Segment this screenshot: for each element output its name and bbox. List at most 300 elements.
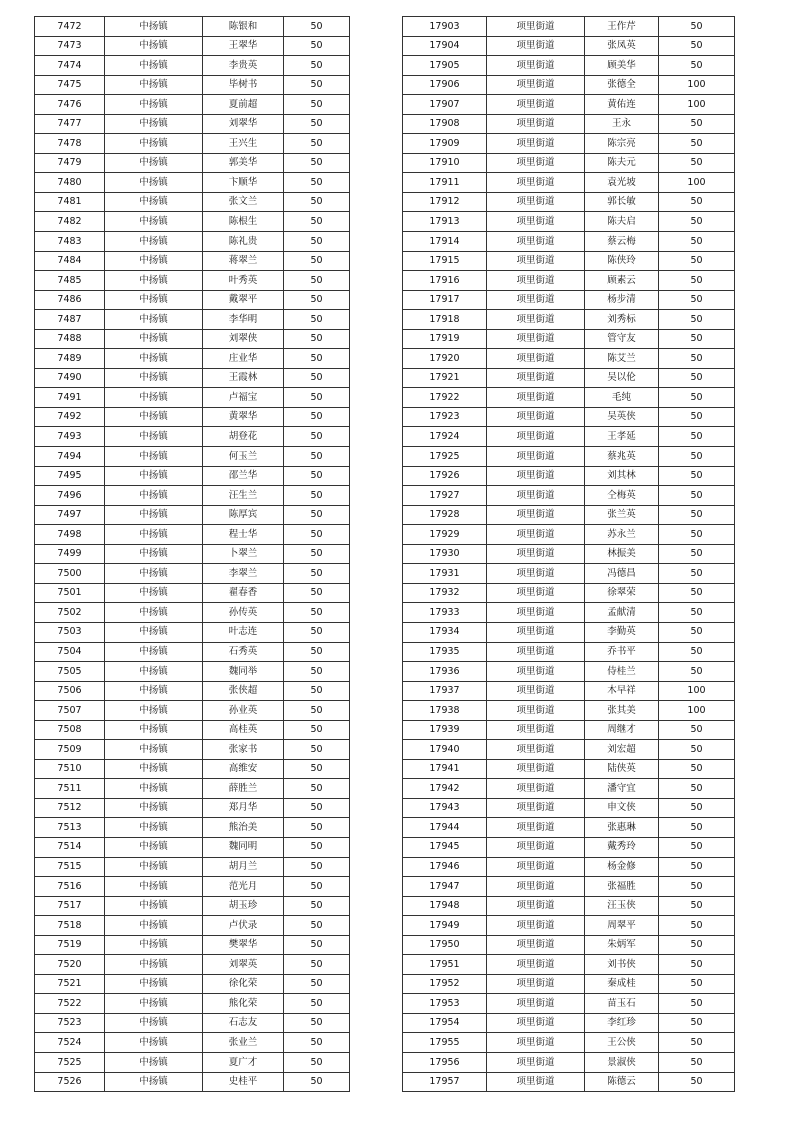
serial-number-cell: 7496 [35,486,105,506]
serial-number-cell: 7508 [35,720,105,740]
name-cell: 汪生兰 [203,486,284,506]
amount-cell: 50 [659,857,735,877]
table-row [403,447,735,467]
name-cell: 陈夫元 [585,153,659,173]
township-cell: 项里街道 [487,251,585,271]
township-cell: 项里街道 [487,134,585,154]
name-cell: 秦成桂 [585,974,659,994]
table-row [403,153,735,173]
table-row [403,310,735,330]
name-cell: 郭长敏 [585,192,659,212]
table-row [403,681,735,701]
name-cell: 魏同明 [203,837,284,857]
table-row [35,935,350,955]
township-cell: 项里街道 [487,701,585,721]
name-cell: 黄翠华 [203,407,284,427]
serial-number-cell: 7505 [35,662,105,682]
township-cell: 项里街道 [487,662,585,682]
amount-cell: 50 [659,349,735,369]
table-row [35,153,350,173]
table-row [35,486,350,506]
serial-number-cell: 7494 [35,447,105,467]
serial-number-cell: 17911 [403,173,487,193]
table-row [35,310,350,330]
amount-cell: 50 [659,407,735,427]
amount-cell: 50 [284,1052,350,1072]
serial-number-cell: 7522 [35,994,105,1014]
serial-number-cell: 17914 [403,232,487,252]
table-row [403,36,735,56]
name-cell: 王霞林 [203,368,284,388]
name-cell: 程士华 [203,525,284,545]
township-cell: 项里街道 [487,427,585,447]
name-cell: 李贵英 [203,56,284,76]
serial-number-cell: 7474 [35,56,105,76]
amount-cell: 50 [659,368,735,388]
serial-number-cell: 17905 [403,56,487,76]
amount-cell: 50 [659,232,735,252]
table-row [403,583,735,603]
name-cell: 刘书侠 [585,955,659,975]
name-cell: 乔书平 [585,642,659,662]
serial-number-cell: 7473 [35,36,105,56]
table-row [35,290,350,310]
township-cell: 项里街道 [487,564,585,584]
amount-cell: 50 [284,466,350,486]
township-cell: 项里街道 [487,681,585,701]
table-row [35,17,350,37]
table-row [403,95,735,115]
township-cell: 项里街道 [487,36,585,56]
township-cell: 中扬镇 [105,798,203,818]
township-cell: 项里街道 [487,95,585,115]
township-cell: 项里街道 [487,271,585,291]
name-cell: 叶志连 [203,622,284,642]
township-cell: 中扬镇 [105,486,203,506]
table-row [403,779,735,799]
township-cell: 中扬镇 [105,603,203,623]
table-row [403,564,735,584]
table-row [35,857,350,877]
serial-number-cell: 17936 [403,662,487,682]
serial-number-cell: 17932 [403,583,487,603]
township-cell: 项里街道 [487,603,585,623]
name-cell: 潘守宜 [585,779,659,799]
name-cell: 陈厚宾 [203,505,284,525]
township-cell: 项里街道 [487,1013,585,1033]
table-row [403,701,735,721]
table-row [35,1052,350,1072]
table-row [403,368,735,388]
township-cell: 中扬镇 [105,388,203,408]
name-cell: 石秀英 [203,642,284,662]
name-cell: 高维安 [203,759,284,779]
serial-number-cell: 17904 [403,36,487,56]
name-cell: 夏广才 [203,1052,284,1072]
township-cell: 项里街道 [487,290,585,310]
amount-cell: 50 [659,994,735,1014]
serial-number-cell: 17952 [403,974,487,994]
name-cell: 魏同举 [203,662,284,682]
amount-cell: 50 [659,642,735,662]
table-row [403,857,735,877]
township-cell: 项里街道 [487,994,585,1014]
amount-cell: 50 [659,486,735,506]
amount-cell: 50 [659,603,735,623]
serial-number-cell: 7478 [35,134,105,154]
amount-cell: 50 [659,974,735,994]
serial-number-cell: 17934 [403,622,487,642]
name-cell: 袁光坡 [585,173,659,193]
table-row [35,798,350,818]
serial-number-cell: 7479 [35,153,105,173]
table-row [403,486,735,506]
township-cell: 中扬镇 [105,896,203,916]
serial-number-cell: 7487 [35,310,105,330]
township-cell: 中扬镇 [105,447,203,467]
township-cell: 中扬镇 [105,837,203,857]
serial-number-cell: 17950 [403,935,487,955]
table-row [35,368,350,388]
table-row [403,544,735,564]
name-cell: 胡月兰 [203,857,284,877]
serial-number-cell: 7524 [35,1033,105,1053]
township-cell: 中扬镇 [105,17,203,37]
amount-cell: 50 [659,388,735,408]
right-table [402,16,735,1092]
serial-number-cell: 17903 [403,17,487,37]
amount-cell: 50 [284,994,350,1014]
table-row [35,466,350,486]
table-row [35,896,350,916]
table-row [403,662,735,682]
amount-cell: 50 [659,896,735,916]
name-cell: 张业兰 [203,1033,284,1053]
township-cell: 中扬镇 [105,583,203,603]
township-cell: 中扬镇 [105,368,203,388]
serial-number-cell: 17910 [403,153,487,173]
amount-cell: 50 [284,974,350,994]
table-row [403,290,735,310]
table-row [403,877,735,897]
serial-number-cell: 17917 [403,290,487,310]
township-cell: 中扬镇 [105,271,203,291]
table-row [403,974,735,994]
township-cell: 中扬镇 [105,877,203,897]
name-cell: 徐翠荣 [585,583,659,603]
township-cell: 项里街道 [487,349,585,369]
table-row [35,622,350,642]
township-cell: 项里街道 [487,447,585,467]
serial-number-cell: 7477 [35,114,105,134]
amount-cell: 50 [284,192,350,212]
table-row [403,896,735,916]
name-cell: 陆侠英 [585,759,659,779]
serial-number-cell: 17942 [403,779,487,799]
amount-cell: 50 [659,192,735,212]
serial-number-cell: 17938 [403,701,487,721]
amount-cell: 50 [284,681,350,701]
township-cell: 项里街道 [487,544,585,564]
amount-cell: 50 [659,17,735,37]
amount-cell: 50 [284,114,350,134]
right-table-body [403,17,735,1092]
amount-cell: 50 [659,740,735,760]
township-cell: 项里街道 [487,525,585,545]
table-row [35,251,350,271]
amount-cell: 50 [659,329,735,349]
table-row [403,1052,735,1072]
amount-cell: 50 [284,95,350,115]
township-cell: 中扬镇 [105,407,203,427]
serial-number-cell: 7515 [35,857,105,877]
name-cell: 庄业华 [203,349,284,369]
table-row [35,583,350,603]
table-row [403,251,735,271]
amount-cell: 50 [659,622,735,642]
township-cell: 项里街道 [487,310,585,330]
amount-cell: 50 [284,310,350,330]
table-row [35,192,350,212]
serial-number-cell: 7499 [35,544,105,564]
serial-number-cell: 17930 [403,544,487,564]
serial-number-cell: 7488 [35,329,105,349]
table-row [403,837,735,857]
amount-cell: 50 [284,1013,350,1033]
serial-number-cell: 7521 [35,974,105,994]
table-row [35,75,350,95]
table-row [35,525,350,545]
amount-cell: 50 [284,427,350,447]
amount-cell: 50 [659,916,735,936]
amount-cell: 50 [659,251,735,271]
township-cell: 项里街道 [487,622,585,642]
amount-cell: 50 [659,212,735,232]
name-cell: 王永 [585,114,659,134]
township-cell: 中扬镇 [105,505,203,525]
serial-number-cell: 17951 [403,955,487,975]
table-row [35,603,350,623]
serial-number-cell: 17908 [403,114,487,134]
serial-number-cell: 7514 [35,837,105,857]
table-row [403,427,735,447]
serial-number-cell: 17945 [403,837,487,857]
amount-cell: 100 [659,95,735,115]
serial-number-cell: 7481 [35,192,105,212]
amount-cell: 50 [284,720,350,740]
name-cell: 蒋翠兰 [203,251,284,271]
table-row [35,681,350,701]
name-cell: 樊翠华 [203,935,284,955]
township-cell: 中扬镇 [105,290,203,310]
name-cell: 张家书 [203,740,284,760]
amount-cell: 50 [659,427,735,447]
table-row [403,1072,735,1092]
amount-cell: 50 [659,271,735,291]
table-row [35,544,350,564]
amount-cell: 50 [659,779,735,799]
amount-cell: 50 [284,290,350,310]
amount-cell: 50 [659,544,735,564]
table-row [403,134,735,154]
amount-cell: 50 [284,36,350,56]
name-cell: 李华明 [203,310,284,330]
table-row [35,212,350,232]
table-row [403,994,735,1014]
name-cell: 陈夫启 [585,212,659,232]
name-cell: 张文兰 [203,192,284,212]
township-cell: 项里街道 [487,173,585,193]
township-cell: 中扬镇 [105,622,203,642]
name-cell: 史桂平 [203,1072,284,1092]
amount-cell: 50 [659,153,735,173]
township-cell: 项里街道 [487,329,585,349]
table-row [35,759,350,779]
amount-cell: 50 [284,505,350,525]
amount-cell: 50 [284,251,350,271]
table-row [35,1072,350,1092]
amount-cell: 50 [659,759,735,779]
township-cell: 中扬镇 [105,153,203,173]
name-cell: 陈银和 [203,17,284,37]
table-row [403,603,735,623]
township-cell: 中扬镇 [105,974,203,994]
township-cell: 中扬镇 [105,95,203,115]
name-cell: 蔡兆英 [585,447,659,467]
name-cell: 夏前超 [203,95,284,115]
name-cell: 杨金修 [585,857,659,877]
name-cell: 卞顺华 [203,173,284,193]
name-cell: 高桂英 [203,720,284,740]
name-cell: 刘秀标 [585,310,659,330]
table-row [403,1013,735,1033]
amount-cell: 50 [284,75,350,95]
township-cell: 中扬镇 [105,134,203,154]
serial-number-cell: 17944 [403,818,487,838]
amount-cell: 50 [659,505,735,525]
serial-number-cell: 17931 [403,564,487,584]
serial-number-cell: 7489 [35,349,105,369]
township-cell: 中扬镇 [105,36,203,56]
serial-number-cell: 17937 [403,681,487,701]
township-cell: 项里街道 [487,896,585,916]
table-row [35,505,350,525]
name-cell: 王作芹 [585,17,659,37]
township-cell: 项里街道 [487,192,585,212]
amount-cell: 50 [284,916,350,936]
township-cell: 项里街道 [487,1072,585,1092]
township-cell: 中扬镇 [105,525,203,545]
township-cell: 中扬镇 [105,779,203,799]
township-cell: 中扬镇 [105,857,203,877]
name-cell: 张其美 [585,701,659,721]
township-cell: 中扬镇 [105,818,203,838]
township-cell: 中扬镇 [105,662,203,682]
amount-cell: 50 [284,388,350,408]
table-row [403,407,735,427]
table-row [403,388,735,408]
name-cell: 张侠超 [203,681,284,701]
amount-cell: 50 [284,447,350,467]
name-cell: 顾美华 [585,56,659,76]
amount-cell: 50 [284,603,350,623]
name-cell: 黄佑连 [585,95,659,115]
name-cell: 张惠琳 [585,818,659,838]
table-row [403,505,735,525]
table-row [35,95,350,115]
township-cell: 项里街道 [487,368,585,388]
township-cell: 项里街道 [487,759,585,779]
serial-number-cell: 7516 [35,877,105,897]
serial-number-cell: 7476 [35,95,105,115]
name-cell: 李勤英 [585,622,659,642]
table-row [403,935,735,955]
serial-number-cell: 7480 [35,173,105,193]
name-cell: 林振美 [585,544,659,564]
amount-cell: 100 [659,173,735,193]
amount-cell: 50 [284,486,350,506]
name-cell: 周翠平 [585,916,659,936]
amount-cell: 50 [284,17,350,37]
township-cell: 项里街道 [487,877,585,897]
amount-cell: 100 [659,75,735,95]
table-row [403,642,735,662]
amount-cell: 50 [659,1072,735,1092]
name-cell: 汪玉侠 [585,896,659,916]
amount-cell: 50 [284,837,350,857]
amount-cell: 50 [659,720,735,740]
amount-cell: 50 [284,583,350,603]
township-cell: 项里街道 [487,505,585,525]
name-cell: 张兰英 [585,505,659,525]
serial-number-cell: 7490 [35,368,105,388]
table-row [403,349,735,369]
township-cell: 项里街道 [487,779,585,799]
amount-cell: 50 [659,56,735,76]
name-cell: 毛纯 [585,388,659,408]
table-row [403,818,735,838]
table-row [403,916,735,936]
name-cell: 杨步清 [585,290,659,310]
township-cell: 中扬镇 [105,310,203,330]
amount-cell: 50 [659,1013,735,1033]
serial-number-cell: 7482 [35,212,105,232]
township-cell: 中扬镇 [105,114,203,134]
serial-number-cell: 17915 [403,251,487,271]
serial-number-cell: 7504 [35,642,105,662]
name-cell: 吴英侠 [585,407,659,427]
name-cell: 郑月华 [203,798,284,818]
name-cell: 孙传英 [203,603,284,623]
name-cell: 石志友 [203,1013,284,1033]
serial-number-cell: 17927 [403,486,487,506]
serial-number-cell: 17933 [403,603,487,623]
table-row [403,56,735,76]
name-cell: 孙业英 [203,701,284,721]
table-row [35,114,350,134]
amount-cell: 50 [284,818,350,838]
serial-number-cell: 17924 [403,427,487,447]
serial-number-cell: 17946 [403,857,487,877]
table-row [403,75,735,95]
serial-number-cell: 7501 [35,583,105,603]
name-cell: 郭美华 [203,153,284,173]
serial-number-cell: 7518 [35,916,105,936]
table-row [35,994,350,1014]
amount-cell: 50 [284,564,350,584]
name-cell: 翟春香 [203,583,284,603]
name-cell: 范光月 [203,877,284,897]
